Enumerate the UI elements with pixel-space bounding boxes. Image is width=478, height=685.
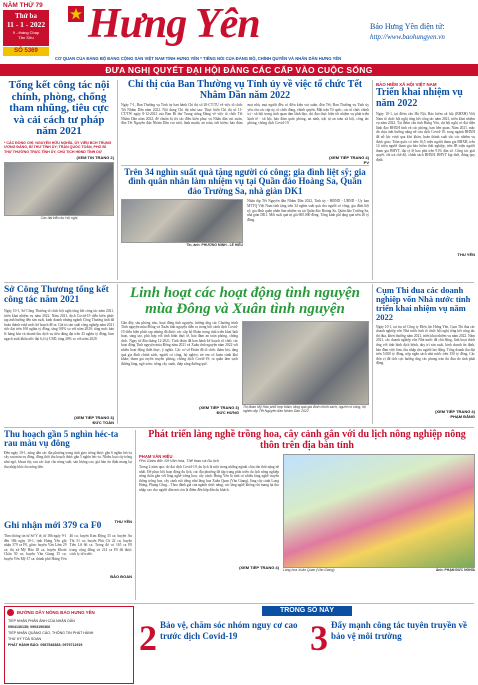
article-7-author: PHẠM ĐĂNG (450, 413, 475, 419)
article-4-author: THU YÊN (457, 252, 475, 257)
issue-label: NĂM THỨ 79 (3, 2, 43, 9)
article-6-author: ĐỨC HƯNG (216, 409, 239, 415)
article-8-body: Đến ngày 10-1, nông dân các địa phương trong tỉnh gieo trồng được gần 6 nghìn héc-ta cây rau màu vụ đông, đồng thời thu hoạch được gần 5 nghìn héc-ta. Nhiều loại cây trồng như ngô, khoai tây, rau các loại cho năng suất, sản lượng cao, giá bán ổn định mang lại thu nhập khá cho nông dân. (4, 450, 132, 469)
hotline-title: ĐƯỜNG DÂY NÓNG BÁO HƯNG YÊN (5, 607, 133, 618)
row-divider (4, 603, 474, 604)
article-6-photo (242, 321, 369, 405)
article-9-title[interactable]: Ghi nhận mới 379 ca F0 (4, 521, 102, 531)
article-10-author-role: Phó Giám đốc Sở Văn hóa, Thể thao và Du lịch (139, 459, 219, 463)
article-8-author: THU YÊN (114, 518, 132, 524)
banner: ĐƯA NGHỊ QUYẾT ĐẠI HỘI ĐẢNG CÁC CẤP VÀO CUỘC SỐNG (0, 64, 478, 76)
inside-item[interactable] (310, 620, 475, 656)
article-10-body: Trong 2 năm qua, do đại dịch Covid-19, du lịch là một trong những ngành chịu tổn thất nặng nề nhất. Để phục hồi hoạt động du lịch, các địa phương đã tập trung phát triển du lịch nông nghiệp nông thôn gắn với làng nghề trồng hoa, cây cảnh. Hưng Yên là tỉnh có nhiều làng nghề truyền thống trồng hoa, cây cảnh nổi tiếng như làng hoa Xuân Quan (Văn Giang), làng cây cảnh Long Hưng, Phụng Công... Theo đánh giá của ngành chức năng, các làng nghề không chỉ mang lại thu nhập cao cho người dân mà còn là điểm đến hấp dẫn du khách. (139, 465, 279, 492)
hotline-line: TIẾP NHẬN QUẢNG CÁO, THÔNG TIN PHÁT HÀNH (8, 631, 94, 635)
article-5-see-more[interactable]: (XEM TIẾP TRANG 3) (74, 414, 114, 420)
inside-item-text: Bảo vệ, chăm sóc nhóm nguy cơ cao trước dịch Covid-19 (160, 620, 298, 641)
article-1-see-more[interactable]: (XEM TIN TRANG 2) (76, 154, 114, 160)
article-6-caption: Thị đoàn Mỹ Hào phối hợp thăm, tặng quà gia đình chính sách, người có công, hộ nghèo dịp Tết Nguyên đán Nhâm Dần 2022 (243, 404, 366, 413)
column-divider (117, 284, 118, 424)
website-link[interactable]: http://www.baohungyen.vn (370, 33, 445, 41)
hotline-line[interactable]: 0904136135; 0903190366 (8, 625, 51, 629)
article-5 (4, 286, 114, 425)
weekday: Thứ ba (15, 12, 37, 20)
article-1 (4, 80, 114, 220)
article-5-author: ĐỨC TOÀN (92, 419, 114, 425)
phone-icon (7, 609, 14, 616)
article-1-title[interactable]: Tổng kết công tác nội chính, phòng, chống tham nhũng, tiêu cực và cải cách tư pháp năm 2021 (8, 79, 110, 138)
inside-title: TRONG SỐ NÀY (262, 606, 352, 616)
article-7 (376, 286, 475, 419)
date-box (3, 10, 49, 46)
inside-item[interactable] (139, 620, 304, 656)
lunar-date: 9 - tháng Chạp (12, 30, 40, 35)
article-9-author: BẢO ĐOAN (110, 573, 132, 579)
article-2-body: Ngày 7-1, Ban Thường vụ Tỉnh ủy ban hành Chỉ thị số 20-CT/TU về việc tổ chức Tết Nhâm Dần năm 2022. Nội dung Chỉ thị như sau: Thực hiện Chỉ thị số 11-CT/TW ngày 8-12-2021 của Ban Bí thư Trung ương Đảng về việc tổ chức Tết Nhâm Dần năm 2022; để chuẩn bị tốt các điều kiện phục vụ Nhân dân vui xuân, đón Tết Nguyên đán Nhâm Dần vui tươi, lành mạnh, an toàn, tiết kiệm; bảo đảm mọi nhà, mọi người đều có điều kiện vui xuân, đón Tết; Ban Thường vụ Tỉnh ủy yêu cầu các cấp ủy, tổ chức đảng, chính quyền, Mặt trận Tổ quốc, các tổ chức chính trị - xã hội trong tỉnh quan tâm lãnh đạo, chỉ đạo thực hiện tốt nhiệm vụ phát triển kinh tế - xã hội, bảo đảm quốc phòng, an ninh, trật tự an toàn xã hội, công tác phòng, chống dịch Covid-19. (121, 103, 369, 126)
article-2-author: PV (363, 160, 369, 165)
tagline: CƠ QUAN CỦA ĐẢNG BỘ ĐẢNG CỘNG SẢN VIỆT NAM TỈNH HƯNG YÊN * TIẾNG NÓI CỦA ĐẢNG BỘ, CHÍNH QUYỀN VÀ NHÂN DÂN HƯNG YÊN (55, 56, 342, 61)
article-6-see-more[interactable]: (XEM TIẾP TRANG 3) (199, 404, 239, 410)
article-6-body: Gần đây, sáu phòng trào, hoạt động tình nguyện, hưởng ứng các Chương trình Tình nguyện mùa Đông và Xuân tình nguyện diễn ra trong bối cảnh dịch Covid-19 diễn biến phức tạp nhưng đã được các cấp bộ Đoàn trong tỉnh triển khai linh hoạt, sáng tạo, phù hợp với tình hình thực tế, bảo đảm an toàn phòng, chống dịch. Ngay từ đầu tháng 12-2021, Tỉnh đoàn đã ban hành kế hoạch tổ chức các hoạt động Tình nguyện mùa Đông năm 2021 và Xuân tình nguyện năm 2022 với nhiều hoạt động thiết thực, ý nghĩa. Các cơ sở Đoàn đã tổ chức thăm hỏi, tặng quà gia đình chính sách, người có công, hộ nghèo, trẻ em có hoàn cảnh khó khăn; tham gia tuyên truyền phòng, chống dịch Covid-19; ra quân làm sạch đường làng, ngõ xóm; trồng cây xanh, thắp sáng đường quê. (121, 320, 239, 366)
date: 11 - 1 - 2022 (6, 20, 46, 29)
article-3-photo (121, 199, 243, 243)
article-9 (4, 522, 132, 579)
article-3-credit: Tin, ảnh: PHƯƠNG MINH - LÊ HIỀU (186, 243, 243, 248)
article-8 (4, 430, 132, 524)
hotline-line: TIẾP NHẬN PHẢN ÁNH CỦA NHÂN DÂN (8, 619, 75, 623)
inside-item-text: Đẩy mạnh công tác tuyên truyền về bảo vệ môi trường (331, 620, 467, 641)
article-10 (139, 430, 475, 572)
article-7-see-more[interactable]: (XEM TIẾP TRANG 4) (435, 408, 475, 414)
article-2-title[interactable]: Chỉ thị của Ban Thường vụ Tỉnh ủy về việc tổ chức Tết Nhâm Dần năm 2022 (127, 79, 363, 101)
article-7-body: Ngày 10-1, tại trụ sở Công ty Điện lực Hưng Yên, Cụm Thi đua các doanh nghiệp vốn Nhà nước tỉnh tổ chức hội nghị tổng kết công tác thi đua, khen thưởng năm 2021, triển khai nhiệm vụ năm 2022. Năm 2021, các doanh nghiệp vốn Nhà nước đã chủ động, linh hoạt thích ứng với tình hình dịch bệnh, duy trì sản xuất, kinh doanh ổn định, bảo đảm việc làm, thu nhập cho người lao động. Tổng doanh thu đạt trên 5.000 tỷ đồng, nộp ngân sách nhà nước trên 350 tỷ đồng. Các đơn vị đã tích cực hưởng ứng các phong trào thi đua do tỉnh phát động. (376, 324, 475, 366)
issue-number: SỐ 5369 (3, 47, 49, 56)
article-1-sapo: * CÁC ĐỒNG CHÍ: NGUYỄN HỮU NGHĨA, ỦY VIÊN BCH TRUNG ƯƠNG ĐẢNG, BÍ THƯ TỈNH ỦY; TRẦN QUỐC TOẢN, PHÓ BÍ THƯ THƯỜNG TRỰC TỈNH ỦY, CHỦ TỊCH HĐND TỈNH DỰ (4, 140, 112, 154)
article-2 (121, 80, 369, 165)
article-7-title[interactable]: Cụm Thi đua các doanh nghiệp vốn Nhà nước tỉnh triển khai nhiệm vụ năm 2022 (376, 285, 471, 322)
row-divider (121, 165, 369, 166)
article-6-title[interactable]: Linh hoạt các hoạt động tình nguyện mùa Đông và Xuân tình nguyện (129, 285, 361, 317)
inside-box (139, 606, 475, 682)
article-3-body: Nhân dịp Tết Nguyên đán Nhâm Dần 2022, Tỉnh ủy - HĐND - UBND - Ủy ban MTTQ Việt Nam tỉnh tặng trên 34 nghìn suất quà cho người có công; gia đình liệt sỹ; gia đình quân nhân làm nhiệm vụ tại Quần đảo Hoàng Sa, Quần đảo Trường Sa, nhà giàn DK1. Mỗi suất quà trị giá 600.000 đồng. Tổng kinh phí tặng quà trên 20 tỷ đồng. (247, 199, 369, 222)
article-5-title[interactable]: Sở Công Thương tổng kết công tác năm 2021 (4, 285, 109, 305)
article-4-body: Ngày 10-1, tại điểm cầu Hà Nội, Bảo hiểm xã hội (BHXH) Việt Nam tổ chức hội nghị tổng kết công tác năm 2021, triển khai nhiệm vụ năm 2022. Tại điểm cầu tỉnh Hưng Yên, dự hội nghị có đại diện lãnh đạo BHXH tỉnh và các phòng, ban liên quan. Năm 2021, mặc dù chịu ảnh hưởng nặng nề của dịch Covid-19, song ngành BHXH đã nỗ lực vượt qua khó khăn, hoàn thành xuất sắc các nhiệm vụ được giao. Toàn quốc có trên 16,5 triệu người tham gia BHXH, trên 14 triệu người tham gia bảo hiểm thất nghiệp; trên 88 triệu người tham gia BHYT, đạt tỷ lệ bao phủ trên 91% dân số. Công tác giải quyết, chi trả chế độ, chính sách BHXH, BHYT kịp thời, đúng quy định. (376, 112, 475, 162)
page-number: 2 (139, 618, 157, 658)
column-divider (135, 430, 136, 600)
article-1-photo (4, 162, 114, 216)
article-9-body: Theo thông tin từ Sở Y tế, từ 18h ngày 9-1 đến 18h ngày 10-1, tỉnh Hưng Yên ghi nhận 379 ca F0, gồm: huyện Văn Lâm 29 ca; thị xã Mỹ Hào 28 ca; huyện Khoái Châu 50 ca; huyện Văn Giang 35 ca; huyện Yên Mỹ 37 ca; thành phố Hưng Yên 46 ca; huyện Kim Động 35 ca; huyện Ân Thi 31 ca; huyện Phù Cừ 22 ca; huyện Tiên Lữ 66 ca. Trong đó có 165 ca F0 trong cộng đồng và 214 ca F0 đã được cách ly từ trước. (4, 533, 132, 561)
party-emblem-icon (68, 6, 84, 22)
row-divider (4, 282, 474, 283)
article-10-see-more[interactable]: (XEM TIẾP TRANG 4) (239, 565, 279, 570)
row-divider (4, 427, 474, 428)
article-10-title[interactable]: Phát triển làng nghề trồng hoa, cây cảnh gắn với du lịch nông nghiệp nông thôn trên địa bàn tỉnh (148, 429, 466, 451)
article-2-see-more[interactable]: (XEM TIẾP TRANG 4) (329, 155, 369, 160)
hotline-line[interactable]: PHÁT HÀNH BÁO: 0987548383; 0979711919 (8, 643, 83, 647)
article-10-photo (283, 454, 475, 568)
article-10-caption: Làng hoa Xuân Quan (Văn Giang) (283, 568, 335, 572)
article-4 (376, 82, 475, 257)
article-1-caption: Các đại biểu dự hội nghị (40, 215, 78, 220)
article-5-body: Ngày 10-1, Sở Công Thương tổ chức hội nghị tổng kết công tác năm 2021, triển khai nhiệm vụ năm 2022. Năm 2021, dịch Covid-19 diễn biến phức tạp ảnh hưởng đến sản xuất, kinh doanh nhưng ngành Công Thương tỉnh đã hoàn thành vượt mức kế hoạch đề ra. Giá trị sản xuất công nghiệp năm 2021 ước đạt trên 160 nghìn tỷ đồng, tăng 9,8% so với năm 2020; tổng mức bán lẻ hàng hóa và doanh thu dịch vụ tiêu dùng đạt trên 43 nghìn tỷ đồng; kim ngạch xuất khẩu ước đạt 6,4 tỷ USD, tăng 28% so với năm 2020. (4, 308, 114, 341)
masthead-logo: Hưng Yên (88, 1, 260, 47)
article-4-title[interactable]: Triển khai nhiệm vụ năm 2022 (376, 87, 463, 109)
page-number: 3 (310, 618, 328, 658)
column-divider (372, 284, 373, 424)
article-3 (121, 168, 369, 249)
column-divider (117, 80, 118, 280)
article-6 (121, 286, 369, 415)
column-divider (372, 80, 373, 280)
online-edition-label: Báo Hưng Yên điện tử: (370, 22, 445, 31)
article-8-title[interactable]: Thu hoạch gần 5 nghìn héc-ta rau màu vụ đông (4, 429, 119, 449)
article-3-title[interactable]: Trên 34 nghìn suất quà tặng người có công; gia đình liệt sỹ; gia đình quân nhân làm nhiệm vụ tại Quần đảo Hoàng Sa, Quần đảo Trường Sa, nhà giàn DK1 (124, 167, 366, 196)
article-10-author: PHẠM VĂN HIỆU (139, 454, 173, 459)
article-4-kicker: BẢO HIỂM XÃ HỘI VIỆT NAM (376, 82, 437, 87)
hotline-box (4, 606, 134, 684)
year-name: Tân Sửu (18, 35, 34, 40)
hotline-line: THƯ KÝ TOÀ SOẠN (8, 637, 42, 641)
article-10-photo-credit: Ảnh: PHẠM ĐỨC NGHĨA (435, 568, 475, 572)
